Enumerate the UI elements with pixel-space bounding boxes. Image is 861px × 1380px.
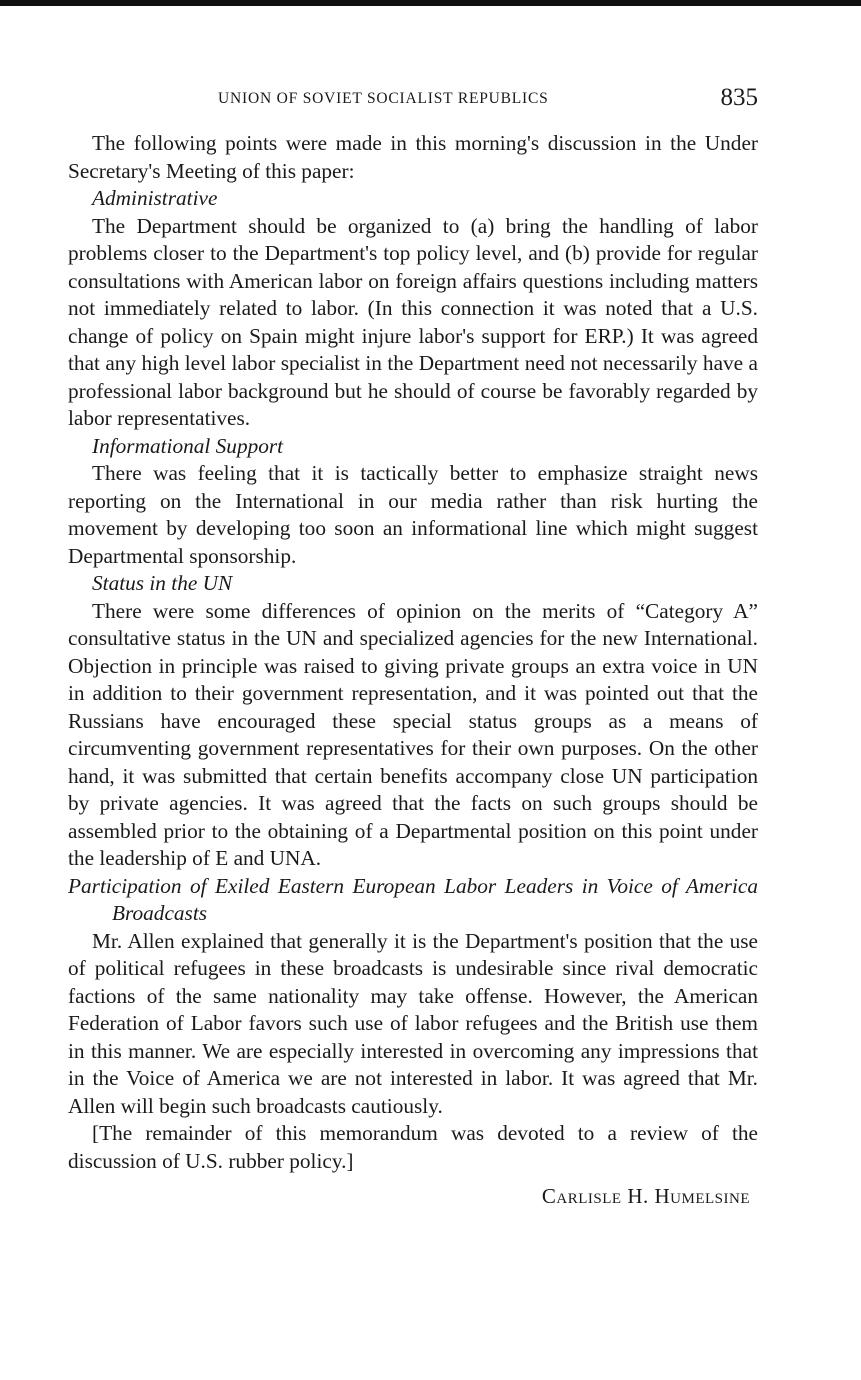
section-heading-informational-support: Informational Support bbox=[92, 433, 284, 458]
remainder-note: [The remainder of this memorandum was devoted to a review of the discussion of U.S. rubber policy.] bbox=[68, 1121, 758, 1173]
running-head: UNION OF SOVIET SOCIALIST REPUBLICS bbox=[218, 90, 549, 107]
section-paragraph-administrative: The Department should be organized to (a) bring the handling of labor problems closer to the Department's top policy level, and (b) provide for regular consultations with American labor on foreign affairs questions including matters not immediately related to labor. (In this connection it was noted that a U.S. change of policy on Spain might injure labor's support for ERP.) It was agreed that any high level labor specialist in the Department need not necessarily have a professional labor background but he should of course be favorably regarded by labor representatives. bbox=[68, 213, 758, 430]
document-body bbox=[68, 130, 758, 1211]
section-heading-status-in-un: Status in the UN bbox=[92, 571, 233, 595]
page-header bbox=[68, 86, 758, 120]
intro-paragraph: The following points were made in this morning's discussion in the Under Secretary's Meeting of this paper: bbox=[68, 131, 758, 183]
section-heading-administrative: Administrative bbox=[92, 186, 218, 210]
section-paragraph-informational-support: There was feeling that it is tactically better to emphasize straight news reporting on the International in our media rather than risk hurting the movement by developing too soon an informational line which might suggest Departmental sponsorship. bbox=[68, 461, 758, 568]
signature: Carlisle H. Humelsine bbox=[541, 1184, 750, 1208]
page-number: 835 bbox=[720, 84, 758, 111]
section-heading-voice-of-america: Participation of Exiled Eastern European Labor Leaders in Voice of America Broadcasts bbox=[68, 873, 758, 925]
section-paragraph-voice-of-america: Mr. Allen explained that generally it is the Department's position that the use of political refugees in these broadcasts is undesirable since rival democratic factions of the same nationality may take offense. However, the American Federation of Labor favors such use of labor refugees and the British use them in this manner. We are especially interested in overcoming any impressions that in the Voice of America we are not interested in labor. It was agreed that Mr. Allen will begin such broadcasts cautiously. bbox=[68, 928, 758, 1118]
section-paragraph-status-in-un: There were some differences of opinion on the merits of “Category A” consultative status in the UN and specialized agencies for the new International. Objection in principle was raised to giving private groups an extra voice in UN in addition to their government representation, and it was pointed out that the Russians have encouraged these special status groups as a means of circumventing government representatives for their own purposes. On the other hand, it was submitted that certain benefits accompany close UN participation by private agencies. It was agreed that the facts on such groups should be assembled prior to the obtaining of a Departmental position on this point under the leadership of E and UNA. bbox=[68, 598, 758, 870]
page-top-border bbox=[0, 0, 861, 6]
